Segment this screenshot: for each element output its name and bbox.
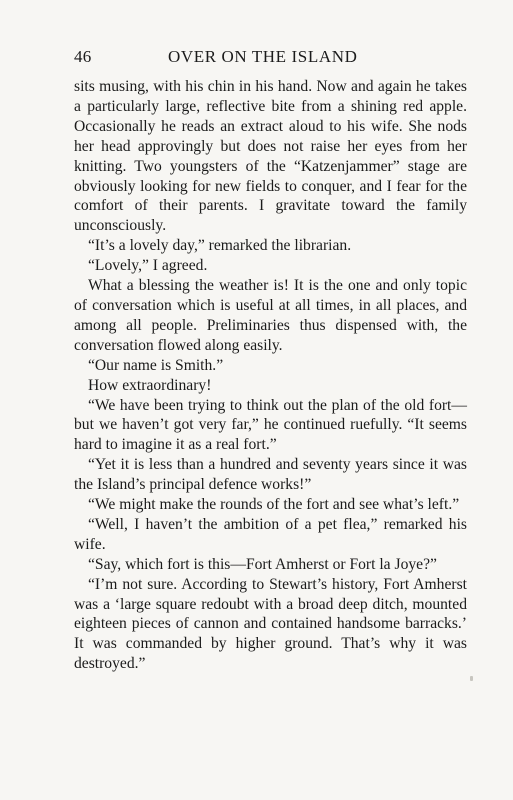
paragraph: “It’s a lovely day,” remarked the librarian. <box>88 237 352 255</box>
paragraph: “We have been trying to think out the plan of the old fort—but we haven’t got very far,” he continued ruefully. “It seems hard to imagine it as a real fort.” <box>74 396 467 454</box>
paper-speck <box>470 676 473 681</box>
paragraph: sits musing, with his chin in his hand. Now and again he takes a particularly large, reflective bite from a shining red apple. Occasionally he reads an extract aloud to his wife. She nods her head approvingly but does not raise her eyes from her knitting. Two youngsters of the “Katzenjammer” stage are obviously looking for new fields to conquer, and I fear for the comfort of their parents. I gravitate toward the family unconsciously. <box>74 78 467 235</box>
page-header <box>74 47 466 69</box>
page-number: 46 <box>74 47 92 66</box>
paragraph: “We might make the rounds of the fort and see what’s left.” <box>88 496 460 514</box>
paragraph: “Our name is Smith.” <box>88 356 224 374</box>
paragraph: What a blessing the weather is! It is the one and only topic of conversation which is useful at all times, in all places, and among all people. Preliminaries thus dispensed with, the conversation flowed along easily. <box>74 277 467 354</box>
running-head: OVER ON THE ISLAND <box>168 47 358 66</box>
paragraph: “Yet it is less than a hundred and seventy years since it was the Island’s principal defence works!” <box>74 456 467 494</box>
paragraph: “Say, which fort is this—Fort Amherst or Fort la Joye?” <box>88 555 437 573</box>
body-text <box>74 77 467 674</box>
paragraph: How extraordinary! <box>88 376 212 394</box>
paragraph: “Well, I haven’t the ambition of a pet flea,” remarked his wife. <box>74 515 467 553</box>
paragraph: “Lovely,” I agreed. <box>88 257 208 275</box>
paragraph: “I’m not sure. According to Stewart’s history, Fort Amherst was a ‘large square redoubt with a broad deep ditch, mounted eighteen pieces of cannon and contained handsome barracks.’ It was commanded by higher ground. That’s why it was destroyed.” <box>74 575 467 673</box>
